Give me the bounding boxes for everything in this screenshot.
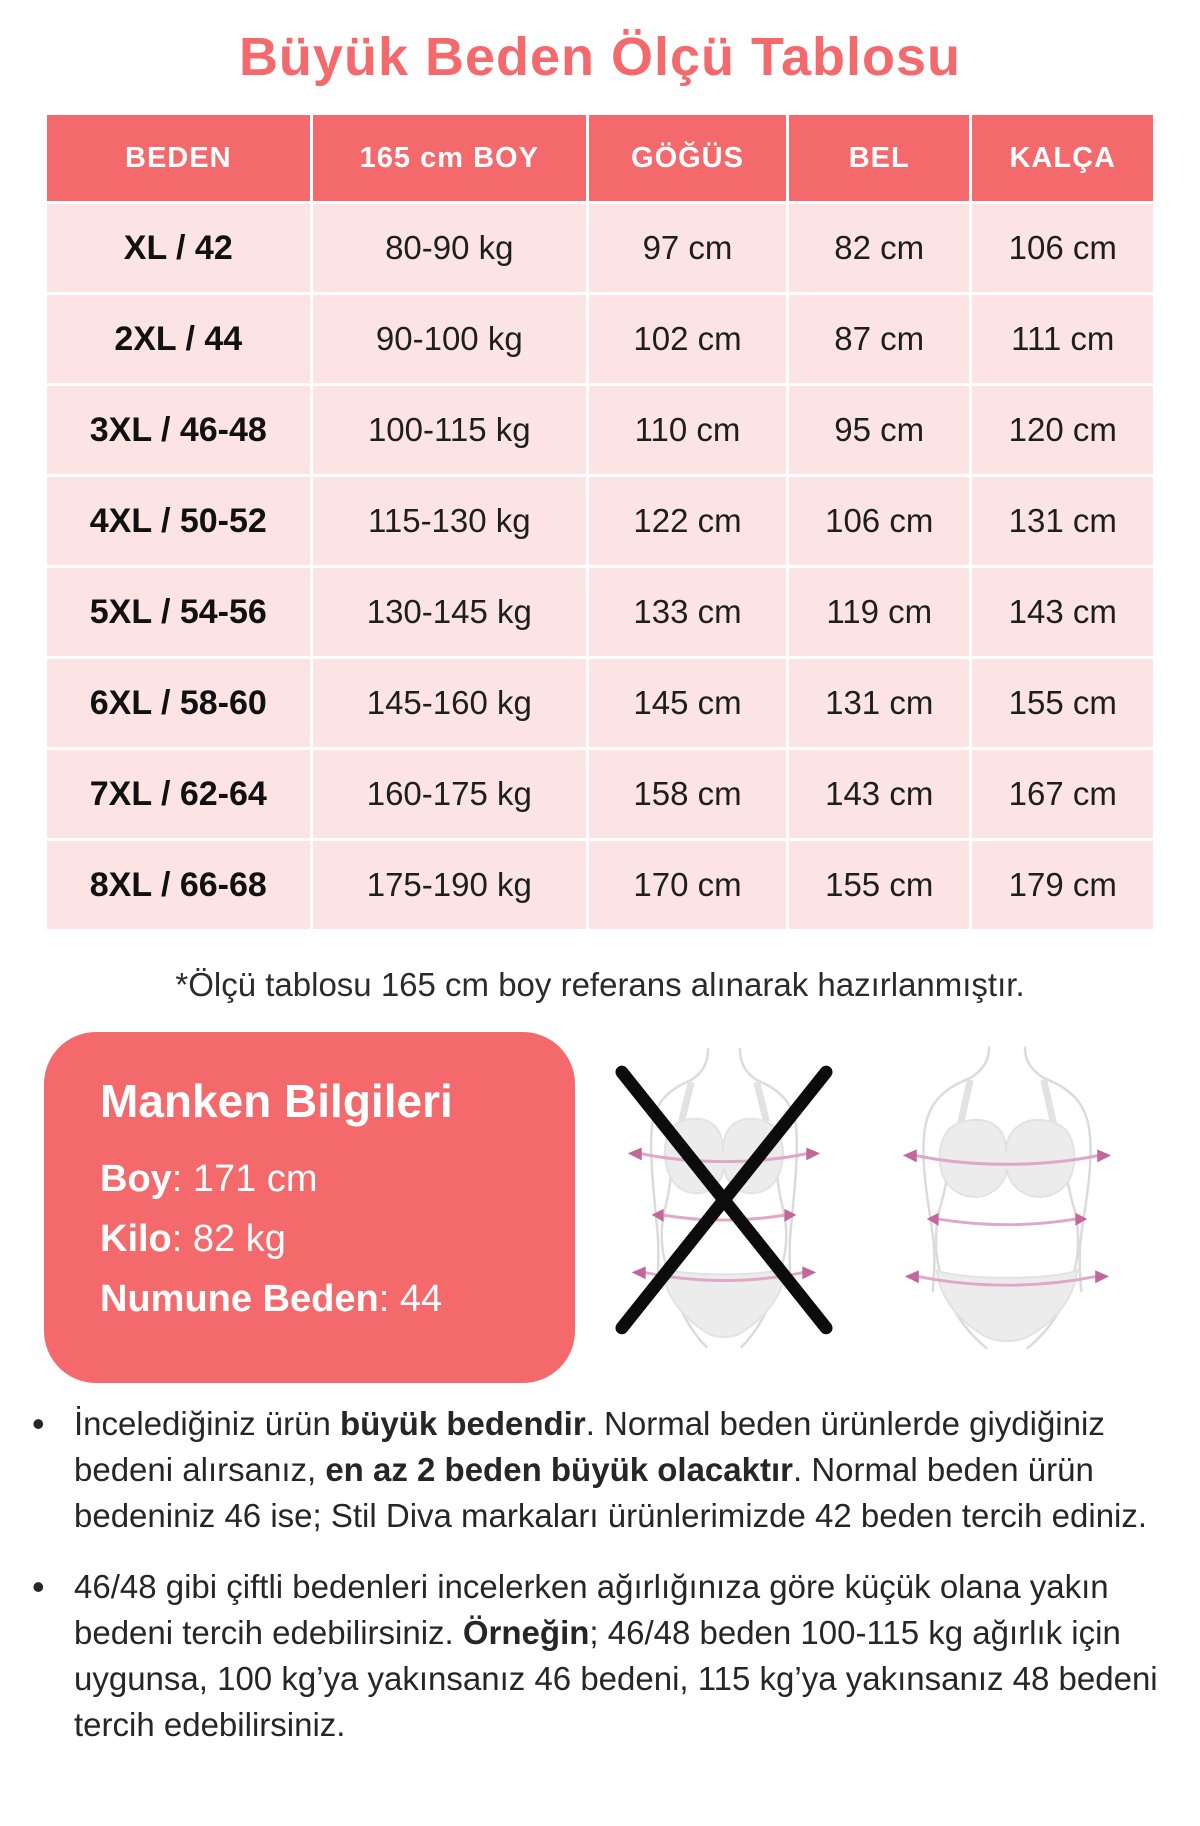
column-header: BEDEN: [47, 115, 310, 201]
size-cell: 131 cm: [789, 659, 970, 747]
size-cell: 97 cm: [589, 204, 786, 292]
table-row: [47, 750, 1153, 838]
size-cell: 80-90 kg: [313, 204, 587, 292]
size-cell: 8XL / 66-68: [47, 841, 310, 929]
size-cell: 158 cm: [589, 750, 786, 838]
table-row: [47, 204, 1153, 292]
size-cell: 95 cm: [789, 386, 970, 474]
size-cell: 145-160 kg: [313, 659, 587, 747]
column-header: KALÇA: [972, 115, 1153, 201]
size-cell: 130-145 kg: [313, 568, 587, 656]
model-info-box: [44, 1032, 575, 1383]
model-info-line: Numune Beden: 44: [100, 1278, 443, 1320]
size-cell: 4XL / 50-52: [47, 477, 310, 565]
model-info-line: Kilo: 82 kg: [100, 1218, 286, 1260]
note-item: • İncelediğiniz ürün büyük bedendir. Normal beden ürünlerde giydiğiniz bedeni alırsanız, en az 2 beden büyük olacaktır. Normal beden ürün bedeniniz 46 ise; Stil Diva markaları ürünlerimizde 42 beden tercih ediniz.: [28, 1401, 1172, 1540]
waist-measure-line: [662, 1215, 787, 1220]
size-cell: 122 cm: [589, 477, 786, 565]
size-table-header-row: [47, 115, 1153, 201]
size-cell: 7XL / 62-64: [47, 750, 310, 838]
page-title: Büyük Beden Ölçü Tablosu: [238, 27, 962, 87]
size-cell: 175-190 kg: [313, 841, 587, 929]
table-row: [47, 568, 1153, 656]
size-cell: 100-115 kg: [313, 386, 587, 474]
size-cell: 102 cm: [589, 295, 786, 383]
size-cell: 170 cm: [589, 841, 786, 929]
size-cell: 90-100 kg: [313, 295, 587, 383]
measurement-figures: [575, 1032, 1156, 1352]
waist-measure-line: [937, 1219, 1078, 1225]
size-cell: XL / 42: [47, 204, 310, 292]
crossed-out-slim-figure-icon: [610, 1044, 838, 1352]
size-cell: 131 cm: [972, 477, 1153, 565]
size-cell: 155 cm: [972, 659, 1153, 747]
size-cell: 167 cm: [972, 750, 1153, 838]
size-cell: 155 cm: [789, 841, 970, 929]
size-cell: 115-130 kg: [313, 477, 587, 565]
model-info-title: Manken Bilgileri: [100, 1075, 453, 1127]
column-header: GÖĞÜS: [589, 115, 786, 201]
size-cell: 111 cm: [972, 295, 1153, 383]
size-cell: 145 cm: [589, 659, 786, 747]
model-info-line: Boy: 171 cm: [100, 1158, 318, 1200]
size-cell: 160-175 kg: [313, 750, 587, 838]
column-header: 165 cm BOY: [313, 115, 587, 201]
model-info-section: [44, 1032, 1156, 1383]
table-row: [47, 477, 1153, 565]
size-cell: 133 cm: [589, 568, 786, 656]
size-cell: 120 cm: [972, 386, 1153, 474]
size-cell: 143 cm: [972, 568, 1153, 656]
column-header: BEL: [789, 115, 970, 201]
bullet-marker: •: [32, 1565, 45, 1607]
table-row: [47, 659, 1153, 747]
size-cell: 106 cm: [789, 477, 970, 565]
size-cell: 143 cm: [789, 750, 970, 838]
size-cell: 3XL / 46-48: [47, 386, 310, 474]
size-table: [44, 112, 1156, 932]
size-cell: 119 cm: [789, 568, 970, 656]
bullet-marker: •: [32, 1403, 45, 1444]
table-footnote: *Ölçü tablosu 165 cm boy referans alınarak hazırlanmıştır.: [175, 966, 1025, 1003]
model-info-lines: [100, 1158, 535, 1321]
table-row: [47, 295, 1153, 383]
plus-size-figure-icon: [893, 1044, 1121, 1352]
notes-list: [28, 1401, 1172, 1748]
size-cell: 110 cm: [589, 386, 786, 474]
size-table-body: [47, 204, 1153, 929]
size-cell: 5XL / 54-56: [47, 568, 310, 656]
size-cell: 6XL / 58-60: [47, 659, 310, 747]
size-cell: 87 cm: [789, 295, 970, 383]
size-cell: 179 cm: [972, 841, 1153, 929]
size-cell: 82 cm: [789, 204, 970, 292]
size-cell: 2XL / 44: [47, 295, 310, 383]
size-cell: 106 cm: [972, 204, 1153, 292]
note-item: • 46/48 gibi çiftli bedenleri incelerken ağırlığınıza göre küçük olana yakın bedeni tercih edebilirsiniz. Örneğin; 46/48 beden 100-115 kg ağırlık için uygunsa, 100 kg’ya yakınsanız 46 bedeni, 115 kg’ya yakınsanız 48 bedeni tercih edebilirsiniz.: [28, 1564, 1172, 1749]
table-row: [47, 386, 1153, 474]
table-row: [47, 841, 1153, 929]
